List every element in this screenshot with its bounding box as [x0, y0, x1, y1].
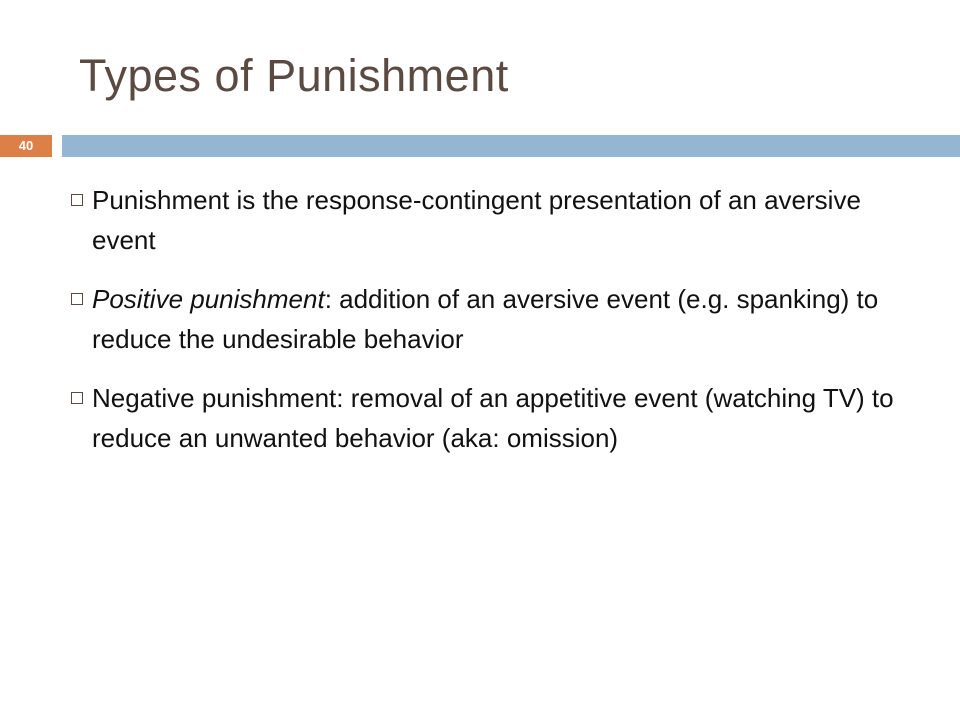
- bullet-text: : addition of an aversive event (e.g. spanking) to reduce the undesirable behavior: [92, 284, 879, 354]
- bullet-text: Punishment is the response-contingent presentation of an aversive event: [92, 185, 861, 255]
- title-divider-bar: [62, 135, 960, 157]
- bullet-item: [60, 279, 920, 359]
- bullet-text: Negative punishment: removal of an appetitive event (watching TV) to reduce an unwanted behavior (aka: omission): [92, 383, 894, 453]
- slide-number-badge: 40: [0, 135, 52, 157]
- bullet-item: [60, 378, 920, 458]
- square-bullet-icon: [71, 392, 83, 404]
- bullet-list: [60, 180, 920, 477]
- bullet-item: [60, 180, 920, 260]
- square-bullet-icon: [71, 194, 83, 206]
- bullet-emphasis: Positive punishment: [92, 284, 325, 314]
- square-bullet-icon: [71, 293, 83, 305]
- slide-title: Types of Punishment: [79, 50, 509, 101]
